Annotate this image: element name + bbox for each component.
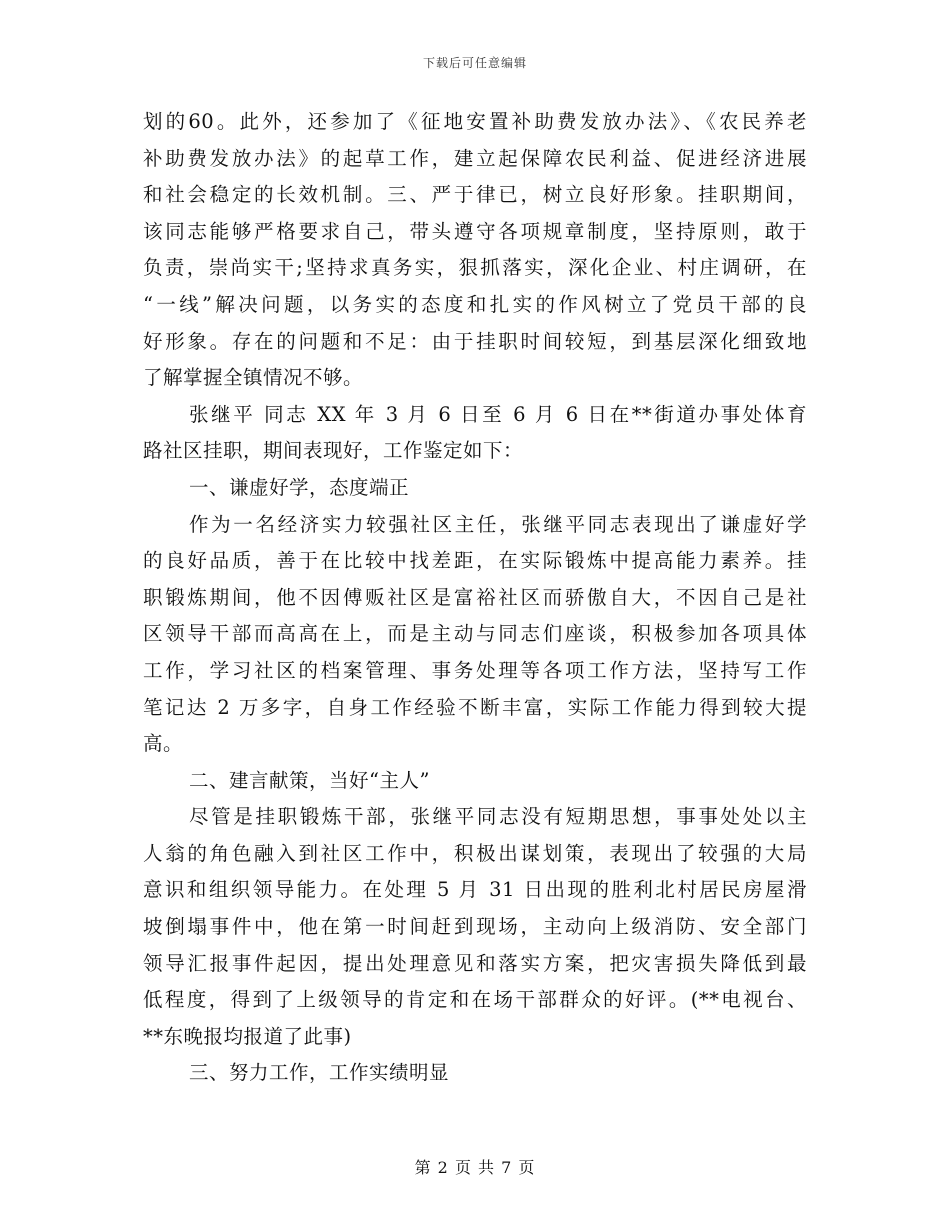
text-line: 补助费发放办法》的起草工作，建立起保障农民利益、促进经济进展: [143, 146, 807, 170]
text-line: 了解掌握全镇情况不够。: [143, 366, 364, 390]
text-line: 张继平 同志 XX 年 3 月 6 日至 6 月 6 日在**街道办事处体育: [189, 402, 807, 426]
text-line: 坡倒塌事件中，他在第一时间赶到现场，主动向上级消防、安全部门: [143, 915, 807, 939]
text-line: 二、建言献策，当好“主人”: [189, 768, 430, 792]
text-line: 一、谦虚好学，态度端正: [189, 475, 410, 499]
text-line: 区领导干部而高高在上，而是主动与同志们座谈，积极参加各项具体: [143, 622, 807, 646]
text-line: 和社会稳定的长效机制。三、严于律已，树立良好形象。挂职期间，: [143, 183, 807, 207]
page-header: 下载后可任意编辑: [422, 56, 527, 70]
text-line: 工作，学习社区的档案管理、事务处理等各项工作方法，坚持写工作: [143, 658, 807, 682]
text-line: 路社区挂职，期间表现好，工作鉴定如下：: [143, 439, 524, 463]
text-line: 职锻炼期间，他不因傅贩社区是富裕社区而骄傲自大，不因自己是社: [143, 585, 807, 609]
text-line: 作为一名经济实力较强社区主任，张继平同志表现出了谦虚好学: [189, 512, 807, 536]
text-line: 负责，崇尚实干;坚持求真务实，狠抓落实，深化企业、村庄调研，在: [143, 256, 807, 280]
text-line: 高。: [143, 732, 184, 756]
text-line: 笔记达 2 万多字，自身工作经验不断丰富，实际工作能力得到较大提: [143, 695, 807, 719]
text-line: 人翁的角色融入到社区工作中，积极出谋划策，表现出了较强的大局: [143, 841, 807, 865]
text-line: 尽管是挂职锻炼干部，张继平同志没有短期思想，事事处处以主: [189, 805, 807, 829]
text-line: 的良好品质，善于在比较中找差距，在实际锻炼中提高能力素养。挂: [143, 549, 807, 573]
page-footer: 第 2 页 共 7 页: [414, 1158, 536, 1177]
document-body: [143, 104, 807, 1092]
text-line: 领导汇报事件起因，提出处理意见和落实方案，把灾害损失降低到最: [143, 951, 807, 975]
text-line: “一线”解决问题，以务实的态度和扎实的作风树立了党员干部的良: [143, 292, 807, 316]
text-line: **东晚报均报道了此事): [143, 1024, 352, 1048]
text-line: 划的60。此外，还参加了《征地安置补助费发放办法》、《农民养老: [143, 110, 807, 133]
text-line: 三、努力工作，工作实绩明显: [189, 1061, 450, 1085]
text-line: 低程度，得到了上级领导的肯定和在场干部群众的好评。(**电视台、: [143, 988, 807, 1012]
text-line: 好形象。存在的问题和不足：由于挂职时间较短，到基层深化细致地: [143, 329, 807, 353]
text-line: 该同志能够严格要求自己，带头遵守各项规章制度，坚持原则，敢于: [143, 219, 807, 243]
text-line: 意识和组织领导能力。在处理 5 月 31 日出现的胜利北村居民房屋滑: [143, 878, 807, 902]
